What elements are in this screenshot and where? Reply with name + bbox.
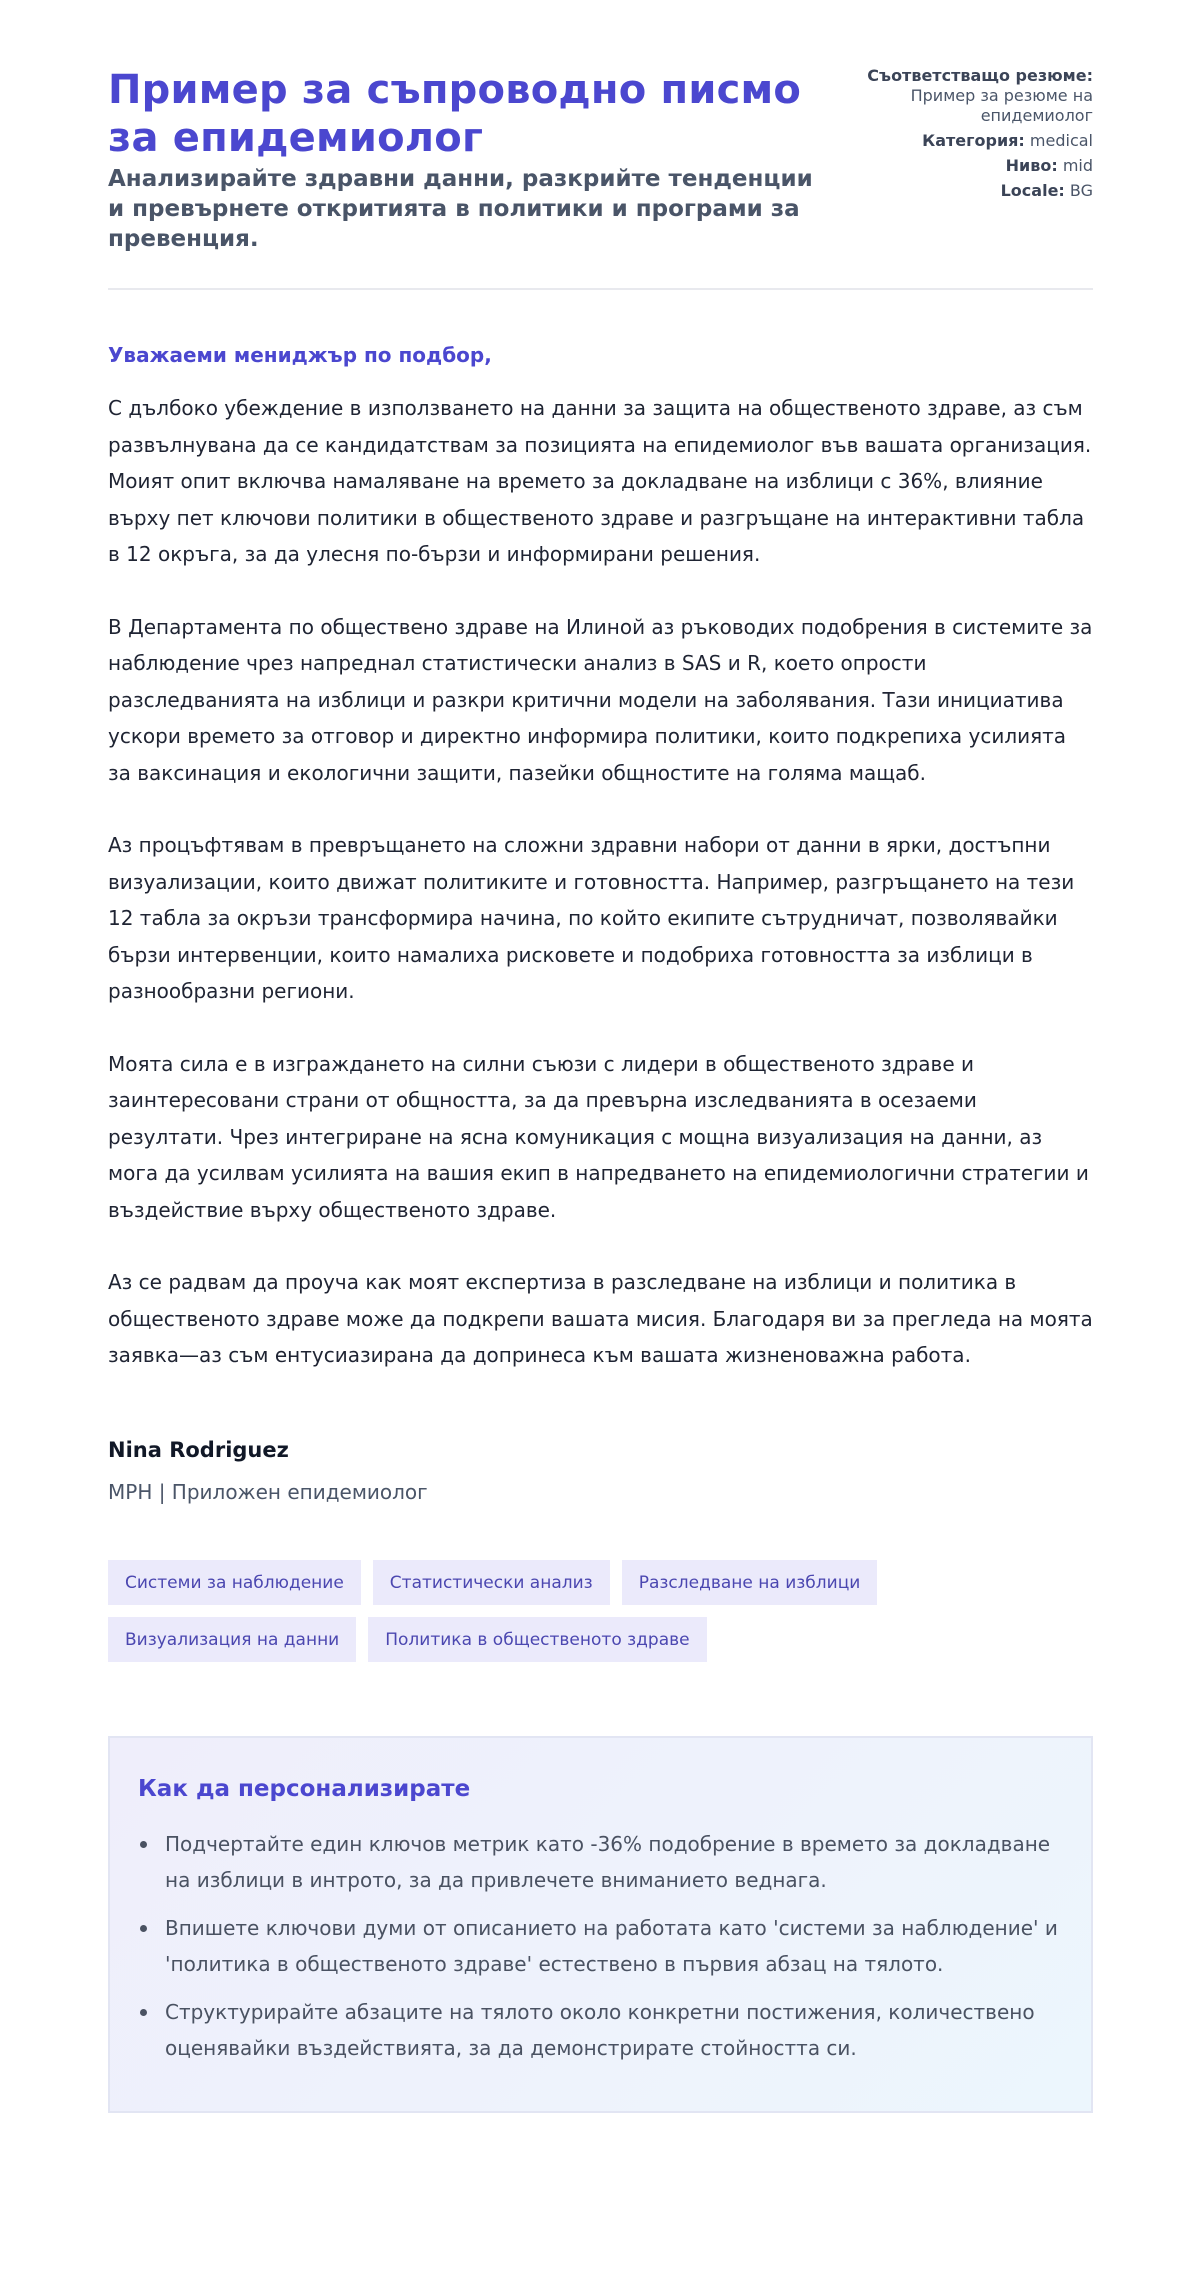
bullet-icon — [140, 2009, 147, 2016]
meta-level-value: mid — [1062, 156, 1093, 175]
meta-category-label: Категория: — [922, 131, 1025, 150]
paragraph: С дълбоко убеждение в използването на данни за защита на общественото здраве, аз съм развълнувана да се кандидатствам за позицията на епидемиолог във вашата организация. Моият опит включва намаляване на времето за докладване на изблици с 36%, влияние върху пет ключови политики в общественото здраве и разгръщане на интерактивни табла в 12 окръга, за да улесня по-бързи и информирани решения. — [108, 396, 1092, 566]
skill-tag: Системи за наблюдение — [108, 1560, 361, 1605]
tip-text: Подчертайте един ключов метрик като -36% подобрение в времето за докладване на изблици в интрото, за да привлечете вниманието веднага. — [165, 1831, 1051, 1892]
meta-locale — [853, 181, 1093, 201]
customization-tips — [108, 1736, 1093, 2113]
skill-tag: Разследване на изблици — [622, 1560, 878, 1605]
meta-level — [853, 156, 1093, 176]
meta-locale-value: BG — [1069, 181, 1093, 200]
signature-name: Nina Rodriguez — [108, 1437, 289, 1462]
skill-tag: Статистически анализ — [373, 1560, 610, 1605]
page-header — [108, 66, 1093, 290]
paragraph: Аз процъфтявам в превръщането на сложни здравни набори от данни в ярки, достъпни визуализации, които движат политиките и готовността. Например, разгръщането на тези 12 табла за окръзи трансформира начина, по който екипите сътрудничат, позволявайки бързи интервенции, които намалиха рисковете и подобриха готовността за изблици в разнообразни региони. — [108, 833, 1075, 1003]
meta-category — [853, 131, 1093, 151]
page-title: Пример за съпроводно писмо за епидемиолог — [108, 67, 802, 161]
paragraph: В Департамента по обществено здраве на Илиной аз ръководих подобрения в системите за наблюдение чрез напреднал статистически анализ в SAS и R, което опрости разследванията на изблици и разкри критични модели на заболявания. Тази инициатива ускори времето за отговор и директно информира политики, които подкрепиха усилията за ваксинация и екологични защити, пазейки общностите на голяма мащаб. — [108, 614, 1093, 785]
meta-resume — [853, 66, 1093, 126]
tip-item — [138, 1826, 1061, 1899]
salutation: Уважаеми мениджър по подбор, — [108, 343, 492, 367]
letter-body — [108, 342, 1093, 1374]
tip-item — [138, 1994, 1061, 2067]
skill-tag: Визуализация на данни — [108, 1617, 356, 1662]
bullet-icon — [140, 1841, 147, 1848]
meta-level-label: Ниво: — [1005, 156, 1058, 175]
paragraph: Моята сила е в изграждането на силни съюзи с лидери в общественото здраве и заинтересовани страни от общността, за да превърна изследванията в осезаеми резултати. Чрез интегриране на ясна комуникация с мощна визуализация на данни, аз мога да усилвам усилията на вашия екип в напредването на епидемиологични стратегии и въздействие върху общественото здраве. — [108, 1051, 1089, 1222]
meta-locale-label: Locale: — [1000, 181, 1065, 200]
page-subtitle: Анализирайте здравни данни, разкрийте тенденции и превърнете откритията в политики и програми за превенция. — [108, 166, 813, 252]
tip-item — [138, 1910, 1061, 1983]
meta-resume-value: Пример за резюме на епидемиолог — [910, 86, 1093, 125]
meta-resume-label: Съответстващо резюме: — [867, 66, 1093, 85]
tip-text: Впишете ключови думи от описанието на работата като 'системи за наблюдение' и 'политика в общественото здраве' естествено в първия абзац на тялото. — [165, 1915, 1058, 1976]
signature-title: MPH | Приложен епидемиолог — [108, 1479, 428, 1504]
tips-list — [138, 1826, 1061, 2067]
skill-tag: Политика в общественото здраве — [368, 1617, 706, 1662]
bullet-icon — [140, 1925, 147, 1932]
tip-text: Структурирайте абзаците на тялото около конкретни постижения, количествено оценявайки въздействията, за да демонстрирате стойността си. — [165, 1999, 1035, 2060]
meta-panel — [853, 66, 1093, 206]
signature-block — [108, 1436, 1093, 1506]
tips-title: Как да персонализирате — [138, 1775, 471, 1802]
meta-category-value: medical — [1029, 131, 1093, 150]
paragraph: Аз се радвам да проуча как моят експертиза в разследване на изблици и политика в общественото здраве може да подкрепи вашата мисия. Благодаря ви за прегледа на моята заявка—аз съм ентусиазирана да допринеса към вашата жизненоважна работа. — [108, 1270, 1093, 1367]
skill-tags — [108, 1560, 908, 1662]
header-titles — [108, 66, 828, 254]
